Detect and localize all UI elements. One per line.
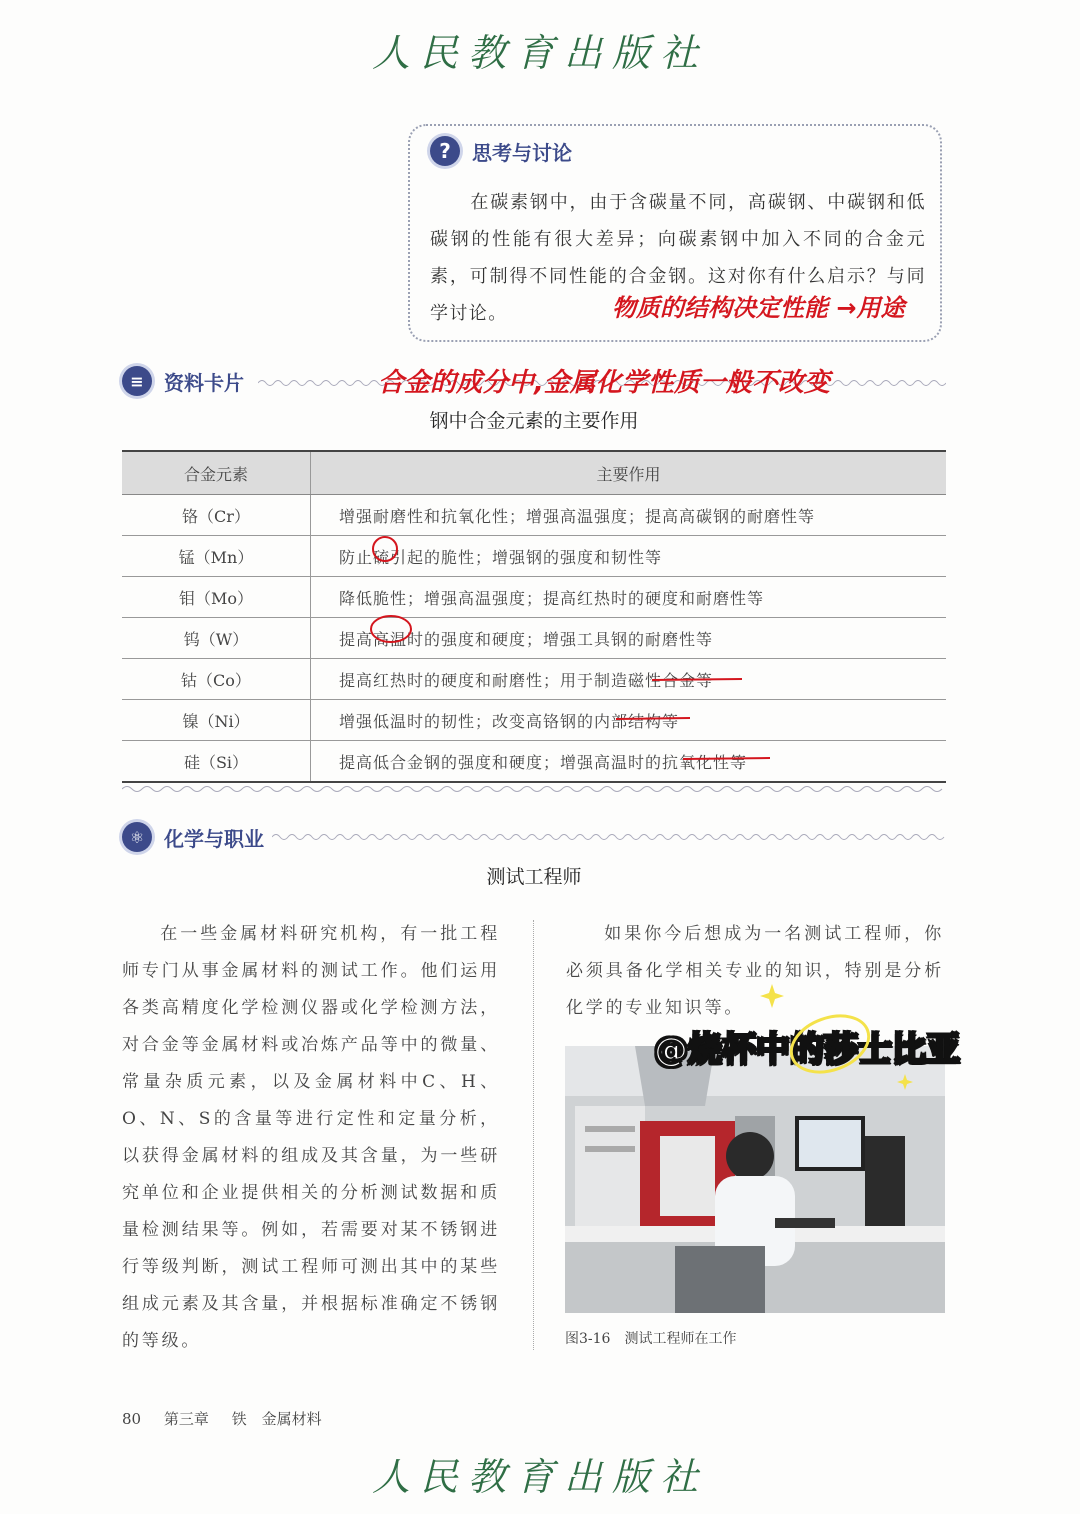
handwritten-note-alloy: 合金的成分中,金属化学性质一般不改变 <box>378 368 830 398</box>
discussion-title: 思考与讨论 <box>472 140 572 165</box>
table-row <box>122 577 946 618</box>
effect-cell: 提高高温时的强度和硬度；增强工具钢的耐磨性等 <box>311 618 947 659</box>
handwritten-note-structure: 物质的结构决定性能 →用途 <box>612 294 905 322</box>
effect-cell: 增强耐磨性和抗氧化性；增强高温强度；提高高碳钢的耐磨性等 <box>311 495 947 536</box>
career-right-text: 如果你今后想成为一名测试工程师，你必须具备化学相关专业的知识，特别是分析化学的专业知识等。 <box>566 924 944 1018</box>
effect-cell: 防止硫引起的脆性；增强钢的强度和韧性等 <box>311 536 947 577</box>
table-row <box>122 741 946 783</box>
table-row <box>122 536 946 577</box>
card-list-icon: ≡ <box>122 366 152 396</box>
table-header-row <box>122 451 946 495</box>
watermark: @烧杯中的莎士比亚 <box>654 1030 960 1070</box>
table-title: 钢中合金元素的主要作用 <box>429 410 639 432</box>
publisher-logo-bottom: 人民教育出版社 <box>371 1455 708 1499</box>
discussion-body: 在碳素钢中，由于含碳量不同，高碳钢、中碳钢和低碳钢的性能有很大差异；向碳素钢中加入不同的合金元素，可制得不同性能的合金钢。这对你有什么启示？与同学讨论。 <box>430 192 926 324</box>
career-left-column <box>122 916 500 1360</box>
chapter-name: 铁 金属材料 <box>231 1410 322 1428</box>
effect-cell: 提高低合金钢的强度和硬度；增强高温时的抗氧化性等 <box>311 741 947 783</box>
sparkle-decoration <box>760 984 920 1094</box>
data-card-header <box>122 366 244 396</box>
header-element: 合金元素 <box>122 451 311 495</box>
table-row <box>122 618 946 659</box>
page-number: 80 <box>122 1410 142 1428</box>
wave-divider-bottom <box>122 784 946 794</box>
career-left-text: 在一些金属材料研究机构，有一批工程师专门从事金属材料的测试工作。他们运用各类高精度化学检测仪器或化学检测方法，对合金等金属材料或冶炼产品等中的微量、常量杂质元素，以及金属材料中C、H、O、N、S的含量等进行定性和定量分析，以获得金属材料的组成及其含量，为一些研究单位和企业提供相关的分析测试数据和质量检测结果等。例如，若需要对某不锈钢进行等级判断，测试工程师可测出其中的某些组成元素及其含量，并根据标准确定不锈钢的等级。 <box>122 924 500 1351</box>
career-header <box>122 822 264 852</box>
effect-cell: 增强低温时的韧性；改变高铬钢的内部结构等 <box>311 700 947 741</box>
table-row <box>122 659 946 700</box>
element-cell: 硅（Si） <box>122 741 311 783</box>
alloy-elements-table <box>122 450 946 783</box>
data-card-title: 资料卡片 <box>164 370 244 395</box>
publisher-logo-top: 人民教育出版社 <box>371 31 708 75</box>
element-cell: 钨（W） <box>122 618 311 659</box>
element-cell: 锰（Mn） <box>122 536 311 577</box>
column-divider <box>533 920 534 1350</box>
chapter-label: 第三章 <box>163 1410 209 1428</box>
element-cell: 铬（Cr） <box>122 495 311 536</box>
discussion-header <box>430 136 572 166</box>
page-footer <box>122 1408 340 1429</box>
element-cell: 钼（Mo） <box>122 577 311 618</box>
table-row <box>122 495 946 536</box>
effect-cell: 降低脆性；增强高温强度；提高红热时的硬度和耐磨性等 <box>311 577 947 618</box>
header-effect: 主要作用 <box>311 451 947 495</box>
photo-caption: 图3-16 测试工程师在工作 <box>565 1331 737 1347</box>
question-icon: ? <box>430 136 460 166</box>
effect-cell: 提高红热时的硬度和耐磨性；用于制造磁性合金等 <box>311 659 947 700</box>
element-cell: 镍（Ni） <box>122 700 311 741</box>
career-title: 化学与职业 <box>164 826 264 851</box>
wave-divider-career <box>272 832 946 842</box>
job-title: 测试工程师 <box>486 866 582 888</box>
table-row <box>122 700 946 741</box>
atom-icon: ⚛ <box>122 822 152 852</box>
element-cell: 钴（Co） <box>122 659 311 700</box>
